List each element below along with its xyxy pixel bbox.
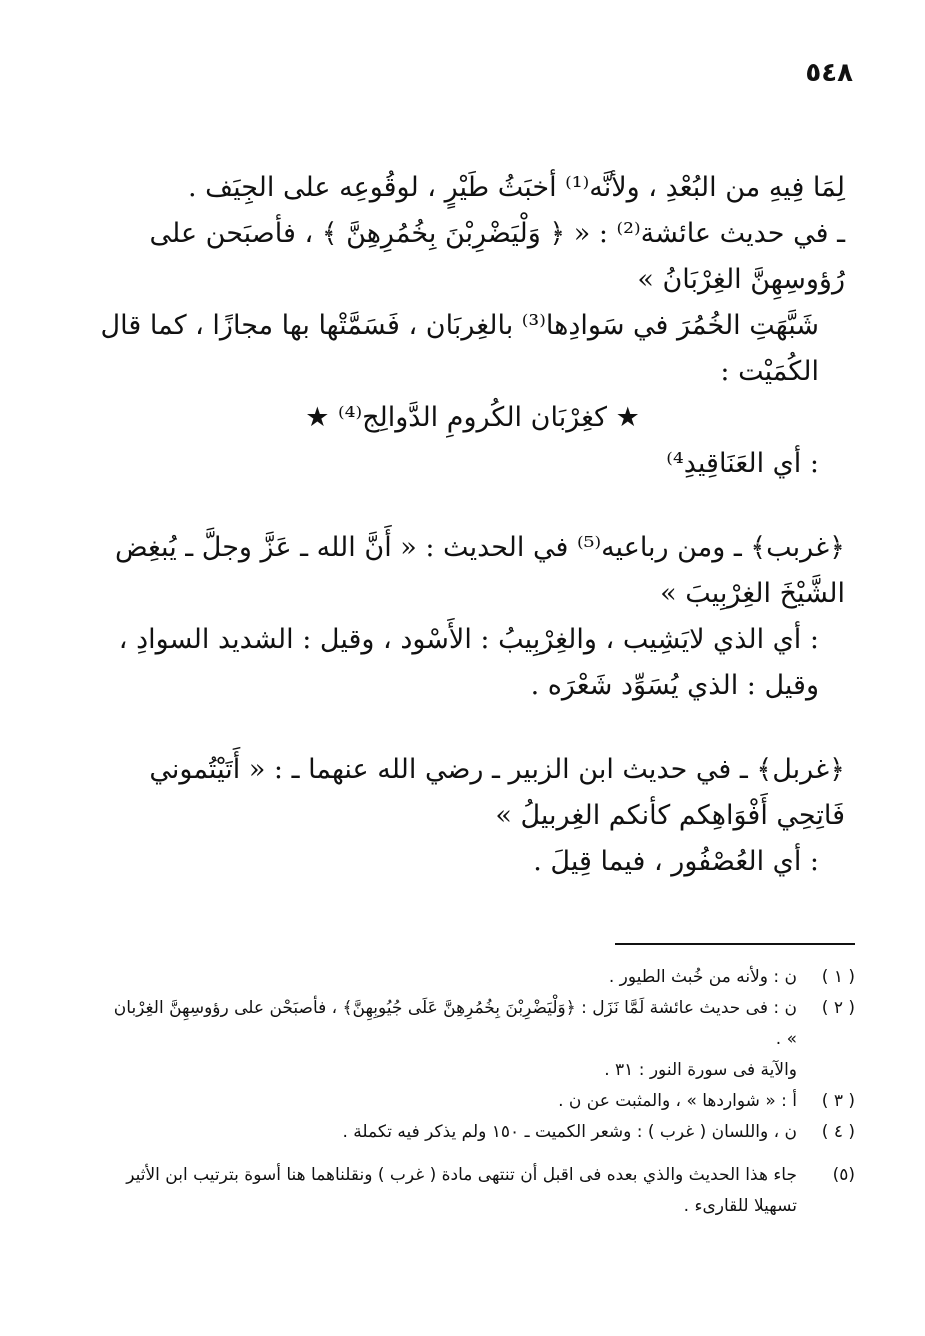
footnotes (100, 940, 855, 1222)
footnote-number: ( ١ ) (821, 967, 855, 987)
entry-gharbab: ﴿غربب﴾ ـ ومن رباعيه⁽⁵⁾ في الحديث : « أَنَّ الله ـ عَزَّ وجلَّ ـ يُبغِض الشَّيْخَ الغِرْبِيبَ » (114, 532, 845, 609)
paragraph-1: لِمَا فِيهِ من البُعْدِ ، ولأنَّه⁽¹⁾ أخبَثُ طَيْرٍ ، لوقُوعِه على الجِيَف . (187, 172, 845, 203)
paragraph-6: : أي الذي لايَشِيب ، والغِرْبِيبُ : الأَسْود ، وقيل : الشديد السوادِ ، وقيل : الذي يُسَوِّد شَعْرَه . (118, 624, 819, 701)
footnote-4 (100, 1117, 855, 1148)
main-text (100, 165, 845, 885)
footnote-5 (100, 1160, 855, 1222)
paragraph-3: شَبَّهَتِ الخُمُرَ في سَوادِها⁽³⁾ بالغِربَان ، فَسَمَّتْها بها مجازًا ، كما قال الكُمَيْت : (100, 310, 819, 387)
footnote-2 (100, 993, 855, 1086)
footnote-text: جاء هذا الحديث والذي بعده فى اقبل أن تنتهى مادة ( غرب ) ونقلناهما هنا أسوة بترتيب ابن الأثير تسهيلا للقارىء . (126, 1165, 797, 1216)
poetry-verse: ★ كغِرْبَان الكُرومِ الدَّوالِج⁽⁴⁾ ★ (305, 402, 640, 433)
footnote-text: أ : « شواردها » ، والمثبت عن ن . (558, 1091, 797, 1111)
footnote-number: ( ٣ ) (821, 1091, 855, 1111)
entry-gharbal: ﴿غربل﴾ ـ في حديث ابن الزبير ـ رضي الله عنهما ـ : « أَتَيْتُموني فَاتِحِي أَفْوَاهِكم كأنكم الغِربيلُ » (149, 754, 845, 831)
page-number: ٥٤٨ (805, 58, 853, 88)
footnote-number: ( ٤ ) (821, 1122, 855, 1142)
footnote-3 (100, 1086, 855, 1117)
footnote-text: ن : ولأنه من خُبث الطيور . (608, 967, 797, 987)
paragraph-4: : أي العَنَاقِيدِ⁴⁾ (666, 448, 819, 479)
footnote-number: (٥) (832, 1165, 855, 1185)
footnote-line: والآية فى سورة النور : ٣١ . (604, 1060, 797, 1080)
footnote-1 (100, 962, 855, 993)
footnote-number: ( ٢ ) (821, 998, 855, 1018)
footnote-text (100, 993, 797, 1086)
footnote-line: ن : فى حديث عائشة لَمَّا نَزَل : ﴿وَلْيَضْرِبْنَ بِخُمُرِهِنَّ عَلَى جُيُوبِهِنَّ﴾ ، فأصبَحْن على رؤوسِهِنَّ الغِرْبان » . (113, 998, 797, 1049)
paragraph-2: ـ في حديث عائشة⁽²⁾ : « ﴿ وَلْيَضْرِبْنَ بِخُمُرِهِنَّ ﴾ ، فأصبَحن على رُؤوسِهِنَّ الغِرْبَانُ » (149, 218, 845, 295)
footnote-text: ن ، واللسان ( غرب ) : وشعر الكميت ـ ١٥٠ ولم يذكر فيه تكملة . (342, 1122, 797, 1142)
paragraph-8: : أي العُصْفُور ، فيما قِيلَ . (533, 846, 819, 877)
